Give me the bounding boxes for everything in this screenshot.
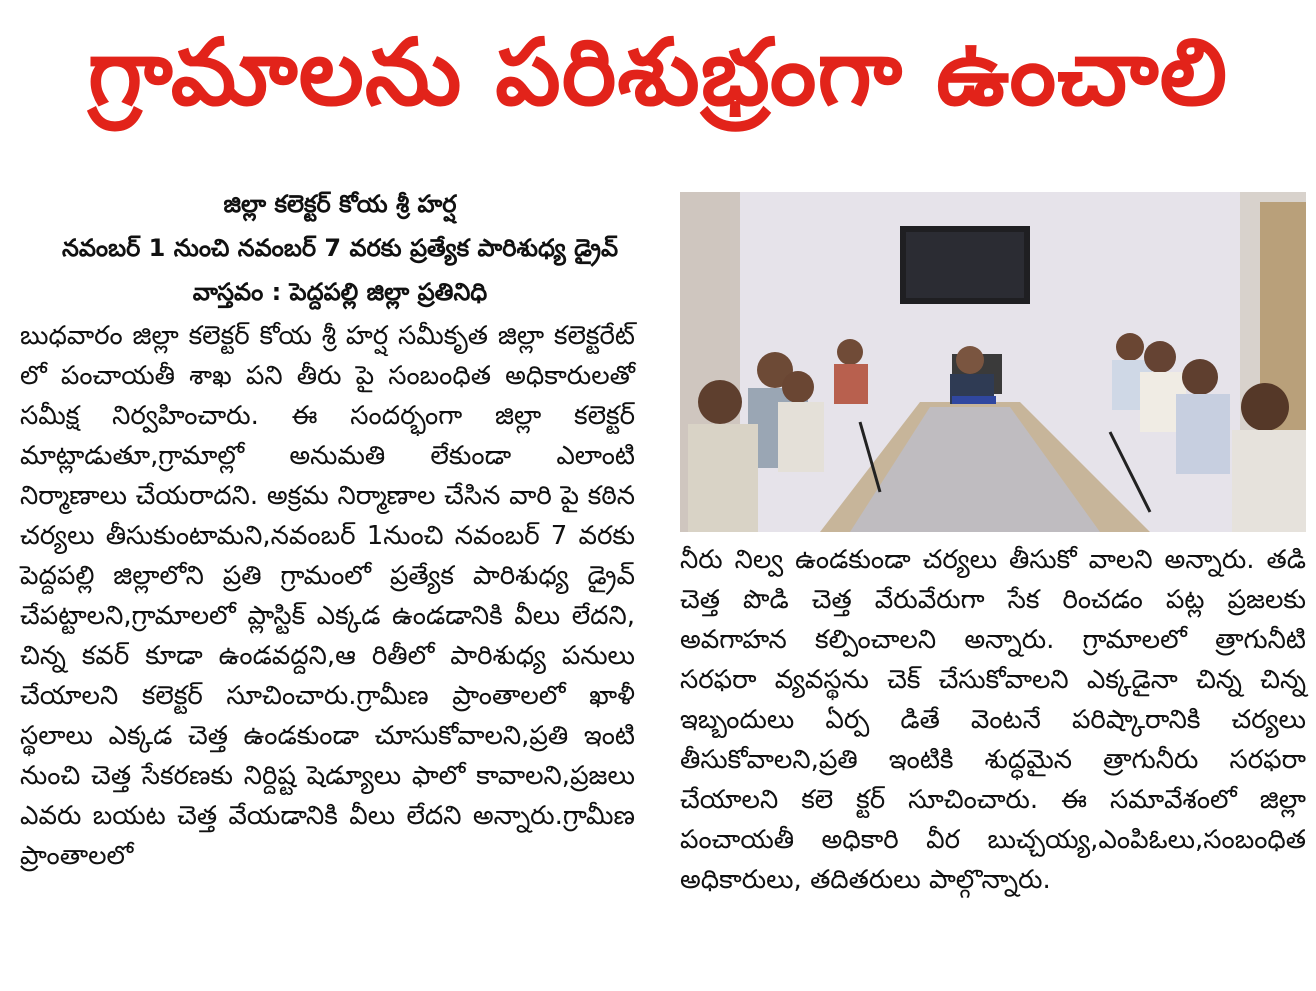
subheadings bbox=[20, 182, 660, 314]
meeting-photo bbox=[680, 192, 1306, 532]
subhead-drive: నవంబర్ 1 నుంచి నవంబర్ 7 వరకు ప్రత్యేక పారిశుధ్య డ్రైవ్ bbox=[61, 234, 619, 262]
subhead-collector: జిల్లా కలెక్టర్ కోయ శ్రీ హర్ష bbox=[223, 190, 457, 218]
headline: గ్రామాలను పరిశుభ్రంగా ఉంచాలి bbox=[87, 19, 1229, 126]
subhead-byline: వాస్తవం : పెద్దపల్లి జిల్లా ప్రతినిధి bbox=[192, 278, 488, 306]
article-body-right: నీరు నిల్వ ఉండకుండా చర్యలు తీసుకో వాలని అన్నారు. తడి చెత్త పొడి చెత్త వేరువేరుగా సేక రించడం పట్ల ప్రజలకు అవగాహన కల్పించాలని అన్నారు. గ్రామాలలో త్రాగునీటి సరఫరా వ్యవస్థను చెక్ చేసుకోవాలని ఎక్కడైనా చిన్న చిన్న ఇబ్బందులు ఏర్ప డితే వెంటనే పరిష్కారానికి చర్యలు తీసుకోవాలని,ప్రతి ఇంటికి శుద్ధమైన త్రాగునీరు సరఫరా చేయాలని కలె క్టర్ సూచించారు. ఈ సమావేశంలో జిల్లా పంచాయతీ అధికారి వీర బుచ్చయ్య,ఎంపిఓలు,సంబంధిత అధికారులు, తదితరులు పాల్గొన్నారు. bbox=[680, 545, 1306, 895]
article-body-left: బుధవారం జిల్లా కలెక్టర్ కోయ శ్రీ హర్ష సమీకృత జిల్లా కలెక్టరేట్ లో పంచాయతీ శాఖ పని తీరు పై సంబంధిత అధికారులతో సమీక్ష నిర్వహించారు. ఈ సందర్భంగా జిల్లా కలెక్టర్ మాట్లాడుతూ,గ్రామాల్లో అనుమతి లేకుండా ఎలాంటి నిర్మాణాలు చేయరాదని. అక్రమ నిర్మాణాల చేసిన వారి పై కఠిన చర్యలు తీసుకుంటామని,నవంబర్ 1నుంచి నవంబర్ 7 వరకు పెద్దపల్లి జిల్లాలోని ప్రతి గ్రామంలో ప్రత్యేక పారిశుధ్య డ్రైవ్ చేపట్టాలని,గ్రామాలలో ప్లాస్టిక్ ఎక్కడ ఉండడానికి వీలు లేదని, చిన్న కవర్ కూడా ఉండవద్దని,ఆ రితీలో పారిశుధ్య పనులు చేయాలని కలెక్టర్ సూచించారు.గ్రామీణ ప్రాంతాలలో ఖాళీ స్థలాలు ఎక్కడ చెత్త ఉండకుండా చూసుకోవాలని,ప్రతి ఇంటి నుంచి చెత్త సేకరణకు నిర్దిష్ట షెడ్యూలు ఫాలో కావాలని,ప్రజలు ఎవరు బయట చెత్త వేయడానికి వీలు లేదని అన్నారు.గ్రామీణ ప్రాంతాలలో bbox=[20, 321, 635, 871]
